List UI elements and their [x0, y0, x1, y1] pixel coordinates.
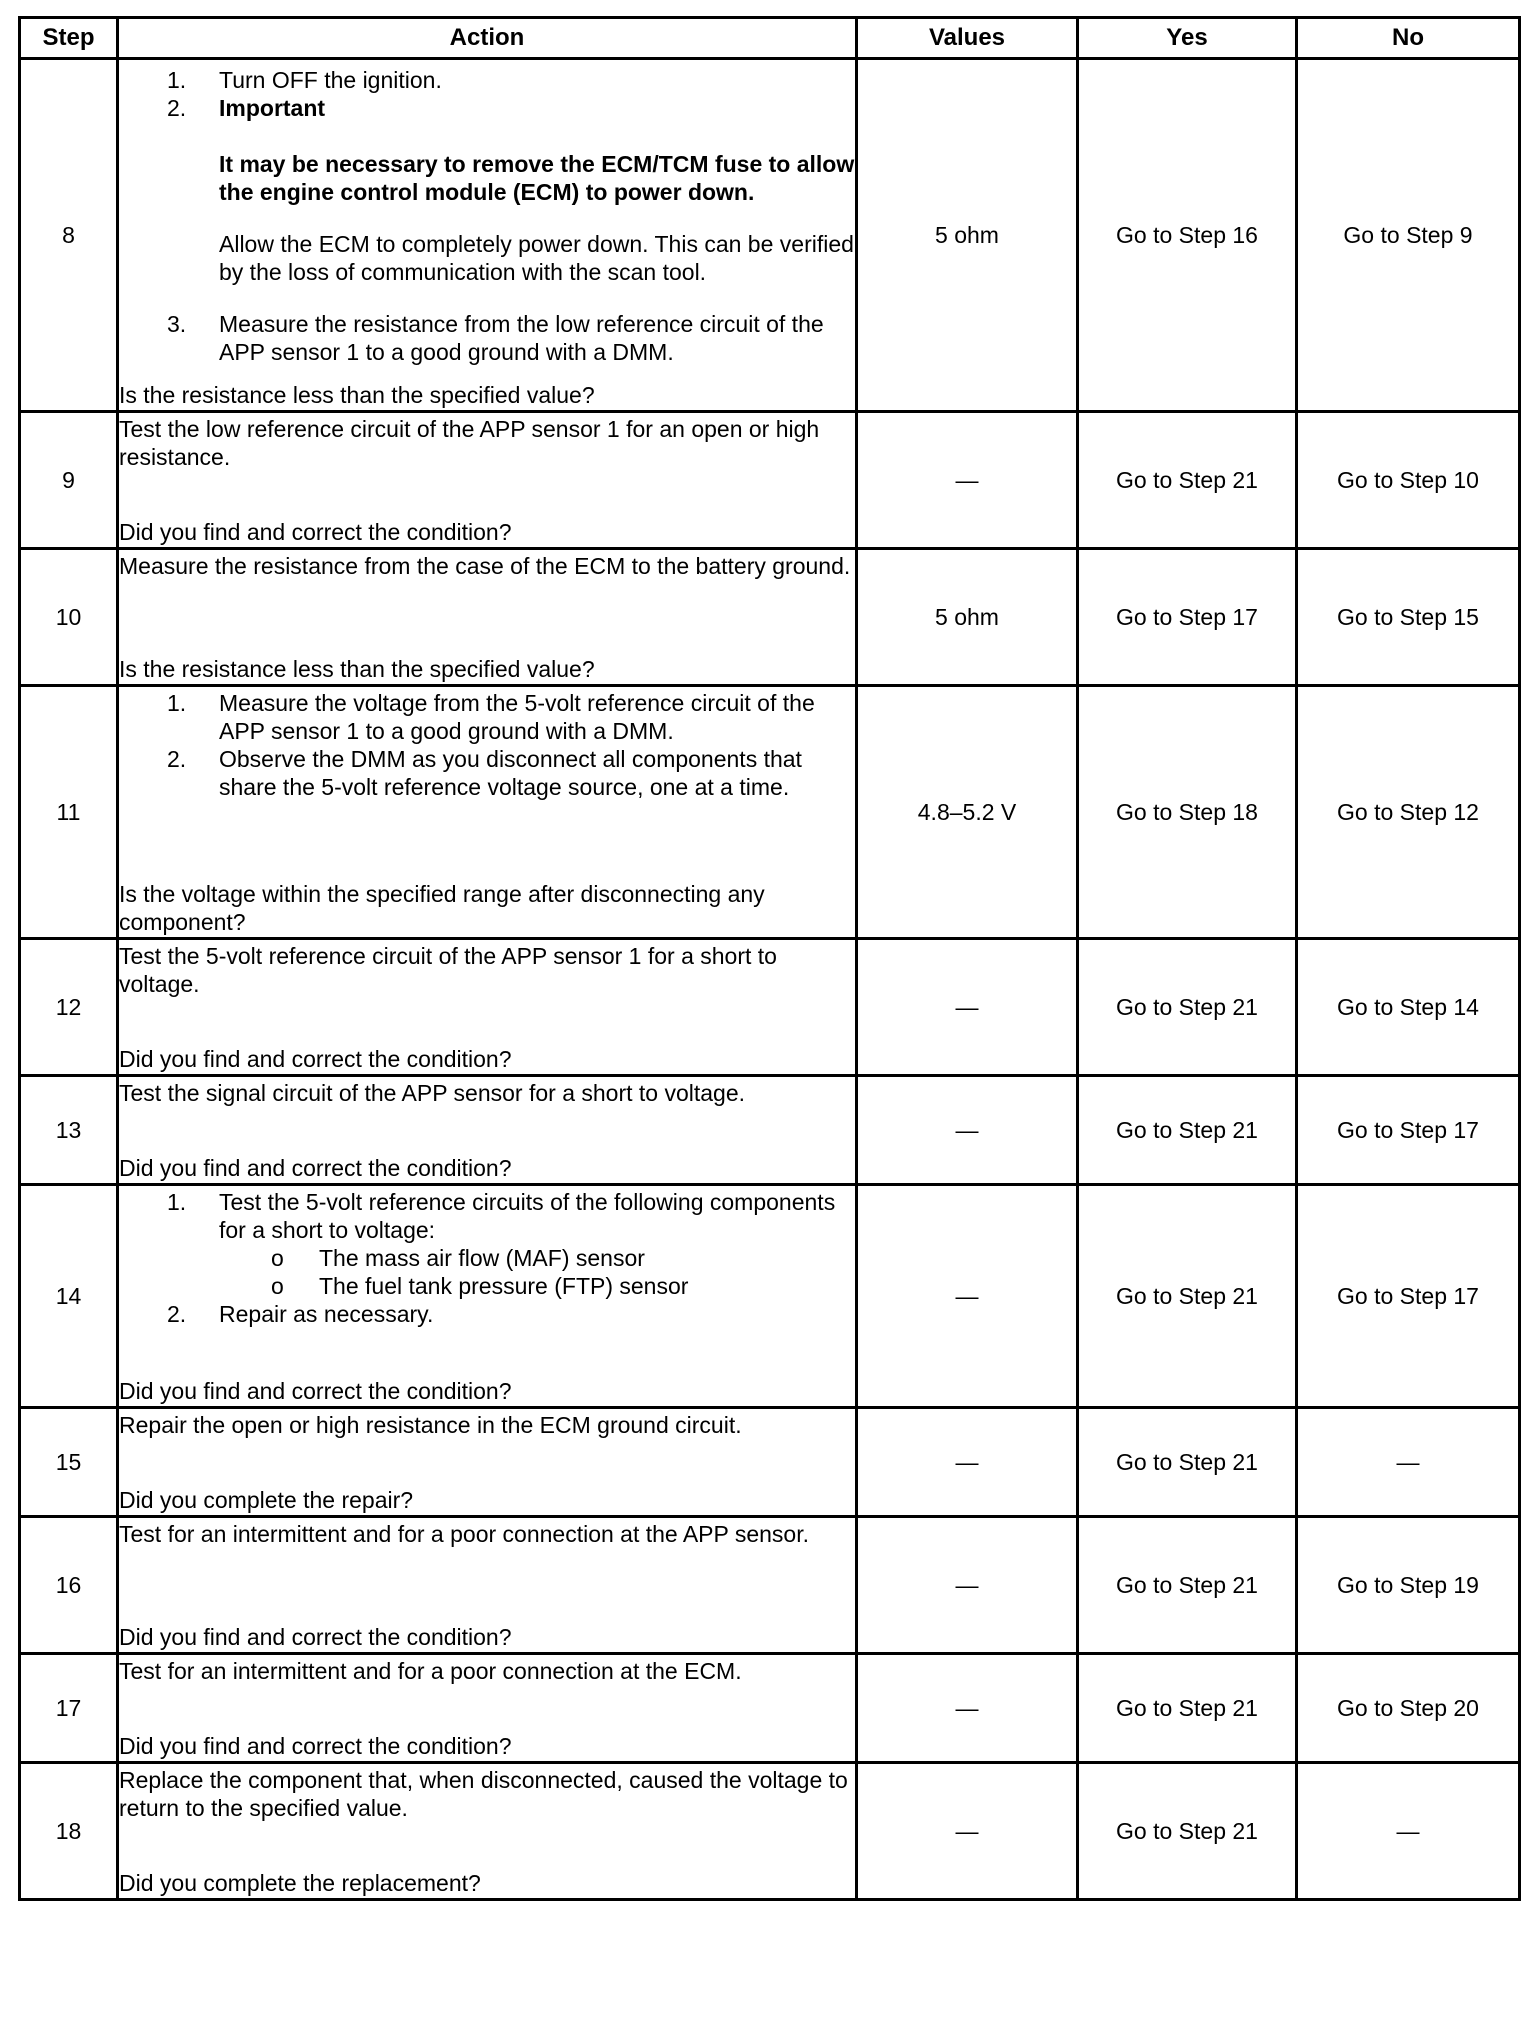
step-number: 17	[20, 1654, 118, 1763]
action-question: Did you find and correct the condition?	[119, 1732, 512, 1759]
header-no: No	[1297, 18, 1520, 59]
table-row	[20, 1076, 1520, 1185]
action-text: Repair the open or high resistance in the ECM ground circuit.	[119, 1411, 742, 1438]
action-cell	[118, 1517, 857, 1654]
action-text: Replace the component that, when disconnected, caused the voltage to return to the specified value.	[119, 1766, 848, 1821]
action-question: Did you find and correct the condition?	[119, 1154, 512, 1181]
yes-cell: Go to Step 21	[1078, 1654, 1297, 1763]
header-action: Action	[118, 18, 857, 59]
no-cell: Go to Step 10	[1297, 412, 1520, 549]
step-item-number: 3.	[167, 310, 187, 337]
yes-cell: Go to Step 17	[1078, 549, 1297, 686]
step-number: 13	[20, 1076, 118, 1185]
no-cell: Go to Step 19	[1297, 1517, 1520, 1654]
yes-cell: Go to Step 21	[1078, 1185, 1297, 1408]
yes-cell: Go to Step 21	[1078, 1076, 1297, 1185]
no-cell: Go to Step 17	[1297, 1076, 1520, 1185]
header-row	[20, 18, 1520, 59]
no-cell: Go to Step 15	[1297, 549, 1520, 686]
yes-cell: Go to Step 21	[1078, 1517, 1297, 1654]
table-row	[20, 939, 1520, 1076]
values-cell: 5 ohm	[857, 59, 1078, 412]
important-label: Important	[219, 94, 326, 121]
step-item-number: 2.	[167, 745, 187, 772]
bullet-text: The fuel tank pressure (FTP) sensor	[319, 1272, 689, 1299]
step-number: 16	[20, 1517, 118, 1654]
values-cell: —	[857, 1763, 1078, 1900]
values-cell: —	[857, 1076, 1078, 1185]
step-item-number: 1.	[167, 66, 187, 93]
bullet-text: The mass air flow (MAF) sensor	[319, 1244, 645, 1271]
step-item-number: 1.	[167, 1188, 187, 1215]
table-row	[20, 1517, 1520, 1654]
action-question: Did you complete the repair?	[119, 1486, 414, 1513]
step-number: 18	[20, 1763, 118, 1900]
step-item-text: Repair as necessary.	[219, 1300, 434, 1327]
action-steps	[119, 1188, 855, 1328]
action-cell	[118, 549, 857, 686]
action-text: Test the 5-volt reference circuit of the APP sensor 1 for a short to voltage.	[119, 942, 777, 997]
no-cell: Go to Step 14	[1297, 939, 1520, 1076]
yes-cell: Go to Step 21	[1078, 939, 1297, 1076]
action-text: Test for an intermittent and for a poor connection at the ECM.	[119, 1657, 742, 1684]
header-yes: Yes	[1078, 18, 1297, 59]
step-item-number: 2.	[167, 94, 187, 121]
action-question: Did you complete the replacement?	[119, 1869, 481, 1896]
no-cell: Go to Step 17	[1297, 1185, 1520, 1408]
action-question: Is the resistance less than the specified value?	[119, 655, 595, 682]
no-cell: —	[1297, 1763, 1520, 1900]
table-row	[20, 1763, 1520, 1900]
table-row	[20, 1654, 1520, 1763]
step-item-text: Allow the ECM to completely power down. This can be verified by the loss of communication with the scan tool.	[219, 230, 854, 285]
action-question: Is the voltage within the specified range after disconnecting any component?	[119, 880, 765, 935]
diagnostic-table	[18, 16, 1521, 1901]
action-text: Measure the resistance from the case of the ECM to the battery ground.	[119, 552, 851, 579]
action-cell	[118, 1185, 857, 1408]
action-text: Test for an intermittent and for a poor connection at the APP sensor.	[119, 1520, 809, 1547]
bullet-mark: o	[271, 1272, 284, 1299]
table-row	[20, 59, 1520, 412]
step-number: 10	[20, 549, 118, 686]
values-cell: 4.8–5.2 V	[857, 686, 1078, 939]
bullet-mark: o	[271, 1244, 284, 1271]
step-item-text: Test the 5-volt reference circuits of the following components for a short to voltage:	[219, 1188, 836, 1243]
no-cell: Go to Step 20	[1297, 1654, 1520, 1763]
action-cell	[118, 1076, 857, 1185]
step-number: 8	[20, 59, 118, 412]
values-cell: —	[857, 1408, 1078, 1517]
important-note: It may be necessary to remove the ECM/TCM fuse to allow the engine control module (ECM) to power down.	[219, 150, 855, 205]
step-number: 12	[20, 939, 118, 1076]
values-cell: 5 ohm	[857, 549, 1078, 686]
step-item-text: Measure the voltage from the 5-volt reference circuit of the APP sensor 1 to a good ground with a DMM.	[219, 689, 815, 744]
action-steps	[119, 62, 855, 366]
values-cell: —	[857, 1517, 1078, 1654]
action-question: Did you find and correct the condition?	[119, 518, 512, 545]
yes-cell: Go to Step 18	[1078, 686, 1297, 939]
action-text: Test the low reference circuit of the APP sensor 1 for an open or high resistance.	[119, 415, 820, 470]
action-question: Is the resistance less than the specified value?	[119, 381, 595, 408]
action-cell	[118, 59, 857, 412]
no-cell: —	[1297, 1408, 1520, 1517]
table-row	[20, 1408, 1520, 1517]
action-cell	[118, 1654, 857, 1763]
step-item-number: 2.	[167, 1300, 187, 1327]
action-question: Did you find and correct the condition?	[119, 1045, 512, 1072]
action-cell	[118, 1408, 857, 1517]
yes-cell: Go to Step 21	[1078, 1763, 1297, 1900]
header-values: Values	[857, 18, 1078, 59]
yes-cell: Go to Step 21	[1078, 1408, 1297, 1517]
step-item-text: Turn OFF the ignition.	[219, 66, 442, 93]
step-number: 15	[20, 1408, 118, 1517]
action-cell	[118, 686, 857, 939]
values-cell: —	[857, 1185, 1078, 1408]
values-cell: —	[857, 1654, 1078, 1763]
values-cell: —	[857, 412, 1078, 549]
action-cell	[118, 1763, 857, 1900]
action-text: Test the signal circuit of the APP sensor for a short to voltage.	[119, 1079, 746, 1106]
step-item-text: Observe the DMM as you disconnect all components that share the 5-volt reference voltage source, one at a time.	[219, 745, 802, 800]
step-item-text: Measure the resistance from the low reference circuit of the APP sensor 1 to a good ground with a DMM.	[219, 310, 824, 365]
header-step: Step	[20, 18, 118, 59]
no-cell: Go to Step 9	[1297, 59, 1520, 412]
step-number: 14	[20, 1185, 118, 1408]
yes-cell: Go to Step 21	[1078, 412, 1297, 549]
action-question: Did you find and correct the condition?	[119, 1623, 512, 1650]
action-question: Did you find and correct the condition?	[119, 1377, 512, 1404]
step-item-number: 1.	[167, 689, 187, 716]
table-row	[20, 1185, 1520, 1408]
table-row	[20, 686, 1520, 939]
values-cell: —	[857, 939, 1078, 1076]
step-number: 11	[20, 686, 118, 939]
table-row	[20, 412, 1520, 549]
yes-cell: Go to Step 16	[1078, 59, 1297, 412]
step-number: 9	[20, 412, 118, 549]
table-row	[20, 549, 1520, 686]
action-cell	[118, 412, 857, 549]
no-cell: Go to Step 12	[1297, 686, 1520, 939]
action-steps	[119, 689, 855, 801]
action-cell	[118, 939, 857, 1076]
